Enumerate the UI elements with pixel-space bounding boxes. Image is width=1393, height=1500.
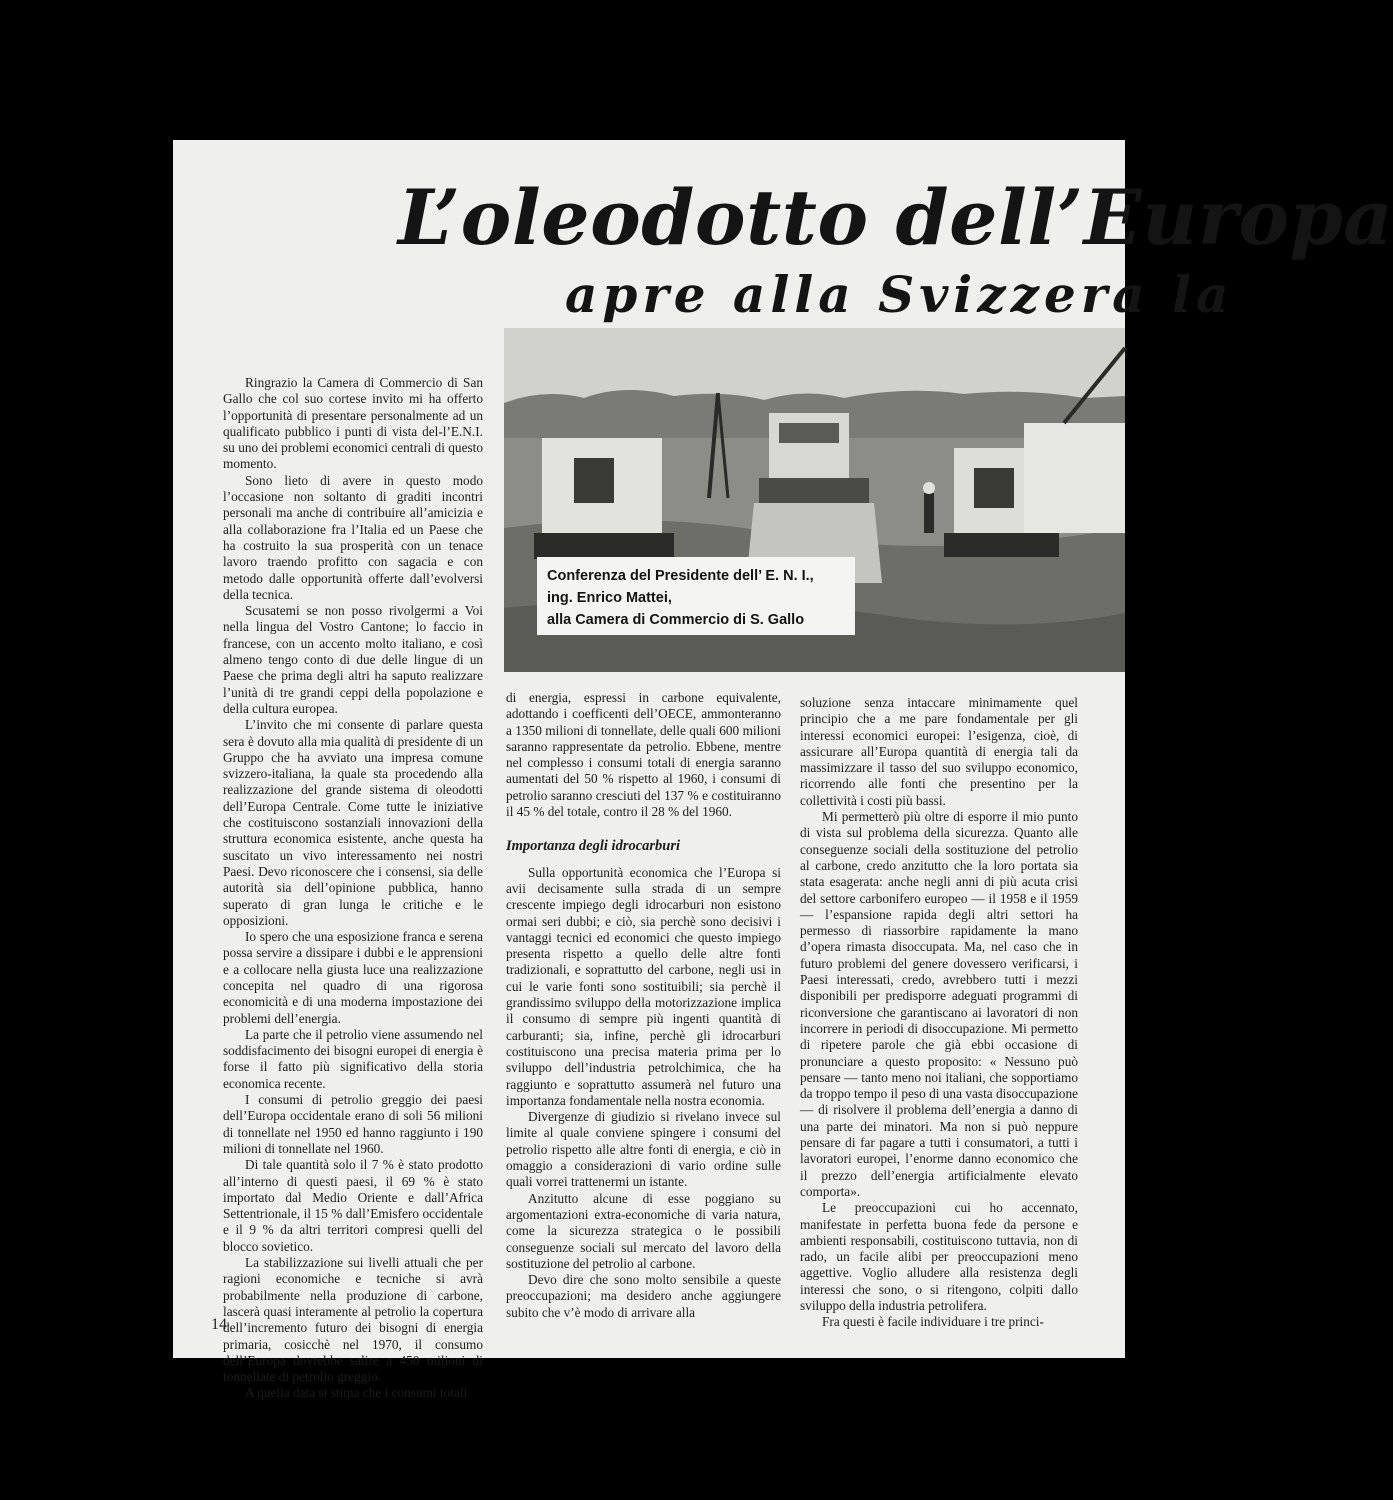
caption-line: alla Camera di Commercio di S. Gallo xyxy=(547,612,805,628)
text-column-2 xyxy=(506,690,781,1320)
paragraph: Mi permetterò più oltre di esporre il mio punto di vista sul problema della sicurezza. Quanto alle conseguenze sociali della sostituzione del petrolio al carbone, credo anzitutto che la loro portata sia stata esagerata: anche negli anni di più acuta crisi del settore carbonifero europeo — il 1958 e il 1959 — l’espansione rapida degli altri settori ha permesso di riassorbire rapidamente la mano d’opera rimasta disoccupata. Ma, nel caso che in futuro problemi del genere dovessero verificarsi, i Paesi interessati, credo, avrebbero tutti i mezzi disponibili per predisporre adeguati programmi di riconversione che garantiscano ai lavoratori di non incorrere in periodi di disoccupazione. Mi permetto di ripetere parole che già ebbi occasione di pronunciare a questo proposito: « Nessuno può pensare — tanto meno noi italiani, che sopportiamo da troppo tempo il peso di una vasta disoccupazione — di risolvere il problema dell’energia a danno di una parte dei minatori. Ma non si può neppure pensare di far pagare a tutti i consumatori, a tutti i lavoratori europei, l’enorme danno economico che il prezzo dell’energia artificialmente elevato comporta». xyxy=(800,809,1078,1199)
section-heading: Importanza degli idrocarburi xyxy=(506,838,681,855)
paragraph: A quella data si stima che i consumi totali xyxy=(245,1385,468,1401)
text-column-1 xyxy=(223,375,483,1401)
caption-line: Conferenza del Presidente dell’ E. N. I., xyxy=(547,568,814,584)
paragraph: La parte che il petrolio viene assumendo nel soddisfacimento dei bisogni europei di energia è forse il fatto più significativo della storia economica recente. xyxy=(223,1026,483,1091)
paragraph: Di tale quantità solo il 7 % è stato prodotto all’interno di questi paesi, il 69 % è stato importato dal Medio Oriente e dall’Africa Settentrionale, il 15 % dall’Emisfero occidentale e il 9 % da altri territori compresi quelli del blocco sovietico. xyxy=(223,1157,483,1254)
caption-line: ing. Enrico Mattei, xyxy=(547,590,672,606)
article-title: L’oleodotto dell’Europa xyxy=(398,173,1393,262)
paragraph: Divergenze di giudizio si rivelano invece sul limite al quale conviene spingere i consumi del petrolio rispetto alle altre fonti di energia, e ciò in omaggio a considerazioni di vario ordine sulle quali vorrei trattenermi un istante. xyxy=(506,1109,781,1190)
paragraph: Sulla opportunità economica che l’Europa si avii decisamente sulla strada di un sempre crescente impiego degli idrocarburi non esistono ormai seri dubbi; e ciò, sia perchè sono decisivi i vantaggi tecnici ed economici che questo impiego presenta rispetto a quello delle altre fonti tradizionali, e soprattutto del carbone, negli usi in cui le varie fonti sono sostituibili; sia perchè il grandissimo sviluppo della motorizzazione implica il consumo di sempre più ingenti quantità di carburanti; sia, infine, perchè gli idrocarburi costituiscono una precisa materia prima per lo sviluppo dell’industria petrolchimica, che ha raggiunto e soprattutto assumerà nel futuro una importanza fondamentale nella nostra economia. xyxy=(506,864,781,1108)
magazine-page xyxy=(173,140,1393,1401)
paragraph: Ringrazio la Camera di Commercio di San Gallo che col suo cortese invito mi ha offerto l’opportunità di presentare personalmente ad un qualificato pubblico i punti di vista del-l’E.N.I. su uno dei problemi economici centrali di questo momento. xyxy=(223,375,483,472)
paragraph: soluzione senza intaccare minimamente quel principio che a me pare fondamentale per gli interessi economici europei: l’esigenza, cioè, di assicurare all’Europa quantità di energia tali da massimizzare il tasso del suo sviluppo economico, ricorrendo alle fonti che presentino per la collettività i costi più bassi. xyxy=(800,695,1078,808)
paragraph: di energia, espressi in carbone equivalente, adottando i coefficenti dell’OECE, ammonteranno a 1350 milioni di tonnellate, delle quali 600 milioni saranno rappresentate da petrolio. Ebbene, mentre nel complesso i consumi totali di energia saranno aumentati del 50 % rispetto al 1960, i consumi di petrolio saranno cresciuti del 137 % e costituiranno il 45 % del totale, contro il 28 % del 1960. xyxy=(506,690,781,820)
paragraph: Le preoccupazioni cui ho accennato, manifestate in perfetta buona fede da persone e ambienti responsabili, costituiscono tuttavia, non di rado, un facile alibi per preoccupazioni meno aggettive. Voglio alludere alla resistenza degli interessi che sono, o si ritengono, colpiti dallo sviluppo della industria petrolifera. xyxy=(800,1200,1078,1313)
paragraph: Sono lieto di avere in questo modo l’occasione non soltanto di graditi incontri personali ma anche di contribuire all’amicizia e alla collaborazione fra l’Italia ed un Paese che ha costruito la sua prosperità con un tenace lavoro traendo profitto con sagacia e con metodo dalle opportunità offerte dall’evolversi della tecnica. xyxy=(223,472,483,602)
paragraph: I consumi di petrolio greggio dei paesi dell’Europa occidentale erano di soli 56 milioni di tonnellate nel 1950 ed hanno raggiunto i 190 milioni di tonnellate nel 1960. xyxy=(223,1092,483,1156)
paragraph: Anzitutto alcune di esse poggiano su argomentazioni extra-economiche di varia natura, come la sicurezza strategica o le possibili conseguenze sociali sul mercato del lavoro della sostituzione del petrolio al carbone. xyxy=(506,1190,781,1271)
page-number: 14 xyxy=(211,1316,227,1333)
article-subtitle: apre alla Svizzera la xyxy=(565,265,1234,324)
paragraph: Io spero che una esposizione franca e serena possa servire a dissipare i dubbi e le apprensioni e a collocare nella giusta luce una realizzazione concepita nel quadro di una rigorosa economicità e di una moderna impostazione dei problemi dell’energia. xyxy=(223,929,483,1026)
paragraph: Fra questi è facile individuare i tre princi- xyxy=(822,1314,1044,1330)
paragraph: La stabilizzazione sui livelli attuali che per ragioni economiche e tecniche si avrà probabilmente nella produzione di carbone, lascerà quasi interamente al petrolio la copertura dell’incremento futuro dei bisogni di energia primaria, cosicchè nel 1970, il consumo dell’Europa dovrebbe salire a 450 milioni di tonnellate di petrolio greggio. xyxy=(223,1255,483,1385)
text-column-3 xyxy=(800,695,1078,1330)
photo-caption xyxy=(537,557,855,635)
paragraph: L’invito che mi consente di parlare questa sera è dovuto alla mia qualità di presidente di un Gruppo che ha avviato una impresa comune svizzero-italiana, la quale sta procedendo alla realizzazione del grande sistema di oleodotti dell’Europa Centrale. Come tutte le iniziative che costituiscono sostanziali innovazioni della struttura economica esistente, anche questa ha suscitato un vivo interessamento nei nostri Paesi. Devo riconoscere che i consensi, sia delle autorità sia dell’opinione pubblica, hanno superato di gran lunga le critiche e le opposizioni. xyxy=(223,717,483,928)
paragraph: Devo dire che sono molto sensibile a queste preoccupazioni; ma desidero anche aggiungere subito che v’è modo di arrivare alla xyxy=(506,1272,781,1320)
paragraph: Scusatemi se non posso rivolgermi a Voi nella lingua del Vostro Cantone; lo faccio in francese, con un accento molto italiano, e così almeno tengo conto di due delle lingue di un Paese che prima degli altri ha saputo realizzare l’unità di tre grandi ceppi della popolazione e della cultura europea. xyxy=(223,603,483,716)
